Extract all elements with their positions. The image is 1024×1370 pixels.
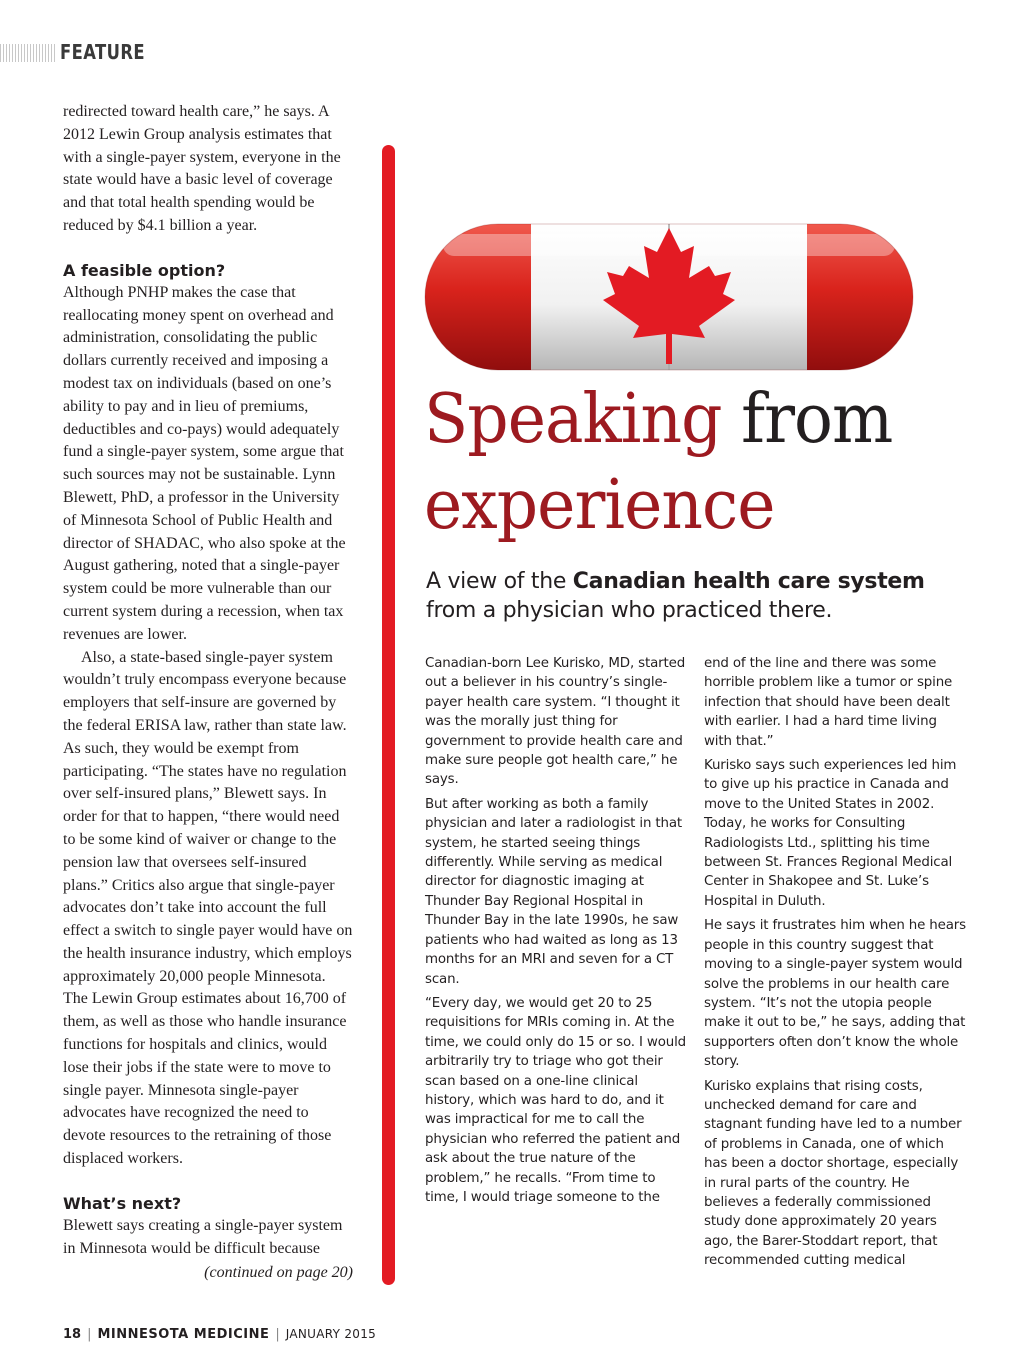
title-word-from: from: [741, 380, 893, 459]
column3-paragraph-3: He says it frustrates him when he hears people in this country suggest that moving to a single-payer system would solve the problems in our health care system. “It’s not the utopia people make it out to be,” he says, adding that supporters often don’t know the whole story.: [704, 918, 966, 1070]
left-column: [63, 101, 353, 1285]
feasible-paragraph-2: Also, a state-based single-payer system wouldn’t truly encompass everyone because employers that self-insure are governed by the federal ERISA law, rather than state law. As such, they would be exempt from participating. “The states have no regulation over self-insured plans,” Blewett says. In order for that to happen, “there would need to be some kind of waiver or change to the pension law that oversees self-insured plans.” Critics also argue that single-payer advocates don’t take into account the full effect a switch to single payer would have on the health insurance industry, which employs approximately 20,000 people Minnesota. The Lewin Group estimates about 16,700 of them, as well as those who handle insurance functions for hospitals and clinics, would lose their jobs if the state were to move to single payer. Minnesota single-payer advocates have recognized the need to devote resources to the retraining of those displaced workers.: [63, 648, 353, 1168]
column3-paragraph-4: Kurisko explains that rising costs, unchecked demand for care and stagnant funding have led to a number of problems in Canada, one of which has been a doctor shortage, especially in rural parts of the country. He believes a federally commissioned study done approximately 20 years ago, the Barer-Stoddart report, that recommended cutting medical: [704, 1078, 962, 1269]
subtitle-lead: A view of the: [426, 569, 573, 594]
article-subtitle: [426, 567, 946, 625]
intro-paragraph: redirected toward health care,” he says. A 2012 Lewin Group analysis estimates that with a single-payer system, everyone in the state would have a basic level of coverage and that total health spending would be reduced by $4.1 billion a year.: [63, 103, 341, 234]
next-paragraph: Blewett says creating a single-payer system in Minnesota would be difficult because: [63, 1216, 343, 1257]
canadian-flag-pill-illustration: [423, 222, 915, 372]
footer-separator-2: |: [275, 1327, 280, 1342]
page-footer: [63, 1327, 376, 1342]
title-word-speaking: Speaking: [424, 380, 722, 459]
page-number: 18: [63, 1327, 82, 1342]
issue-date: JANUARY 2015: [285, 1327, 377, 1341]
title-word-experience: experience: [424, 466, 775, 545]
feasible-paragraph-1: Although PNHP makes the case that reallocating money spent on overhead and administration, consolidating the public dollars currently received and imposing a modest tax on individuals (based on one’s ability to pay and in lieu of premiums, deductibles and co-pays) would adequately fund a single-payer system, some argue that such sources may not be sustainable. Lynn Blewett, PhD, a professor in the University of Minnesota School of Public Health and director of SHADAC, who also spoke at the August gathering, noted that a single-payer system could be more vulnerable than our current system during a recession, when tax revenues are lower.: [63, 283, 346, 643]
column3-paragraph-2: Kurisko says such experiences led him to give up his practice in Canada and move to the United States in 2002. Today, he works for Consulting Radiologists Ltd., splitting his time between St. Frances Regional Medical Center in Shakopee and St. Luke’s Hospital in Duluth.: [704, 758, 957, 909]
header-hatch-decoration: [0, 44, 56, 62]
article-column-2: [425, 654, 687, 1212]
column2-paragraph-3: “Every day, we would get 20 to 25 requisitions for MRIs coming in. At the time, we could only do 15 or so. I would arbitrarily try to triage who got their scan based on a one-line clinical history, which was hard to do, and it was impractical for me to call the physician who referred the patient and ask about the true nature of the problem,” he recalls. “From time to time, I would triage someone to the: [425, 995, 687, 1205]
article-column-3: [704, 654, 966, 1276]
column3-paragraph-1: end of the line and there was some horrible problem like a tumor or spine infection that should have been dealt with earlier. I had a hard time living with that.”: [704, 656, 953, 749]
red-divider-bar: [382, 145, 395, 1285]
section-label: FEATURE: [60, 40, 146, 64]
continued-note: (continued on page 20): [204, 1264, 353, 1282]
subtitle-rest: from a physician who practiced there.: [426, 598, 833, 623]
article-title: [424, 377, 892, 549]
column2-paragraph-2: But after working as both a family physician and later a radiologist in that system, he started seeing things differently. While serving as medical director for diagnostic imaging at Thunder Bay Regional Hospital in Thunder Bay in the late 1990s, he saw patients who had waited as long as 13 months for an MRI and seven for a CT scan.: [425, 796, 682, 987]
subtitle-bold: Canadian health care system: [572, 569, 925, 594]
footer-separator-1: |: [87, 1327, 92, 1342]
heading-whats-next: What’s next?: [63, 1193, 182, 1213]
heading-feasible-option: A feasible option?: [63, 260, 226, 280]
column2-paragraph-1: Canadian-born Lee Kurisko, MD, started out a believer in his country’s single-payer health care system. “I thought it was the morally just thing for government to provide health care and make sure people got health care,” he says.: [425, 656, 686, 788]
publication-name: MINNESOTA MEDICINE: [97, 1327, 270, 1342]
